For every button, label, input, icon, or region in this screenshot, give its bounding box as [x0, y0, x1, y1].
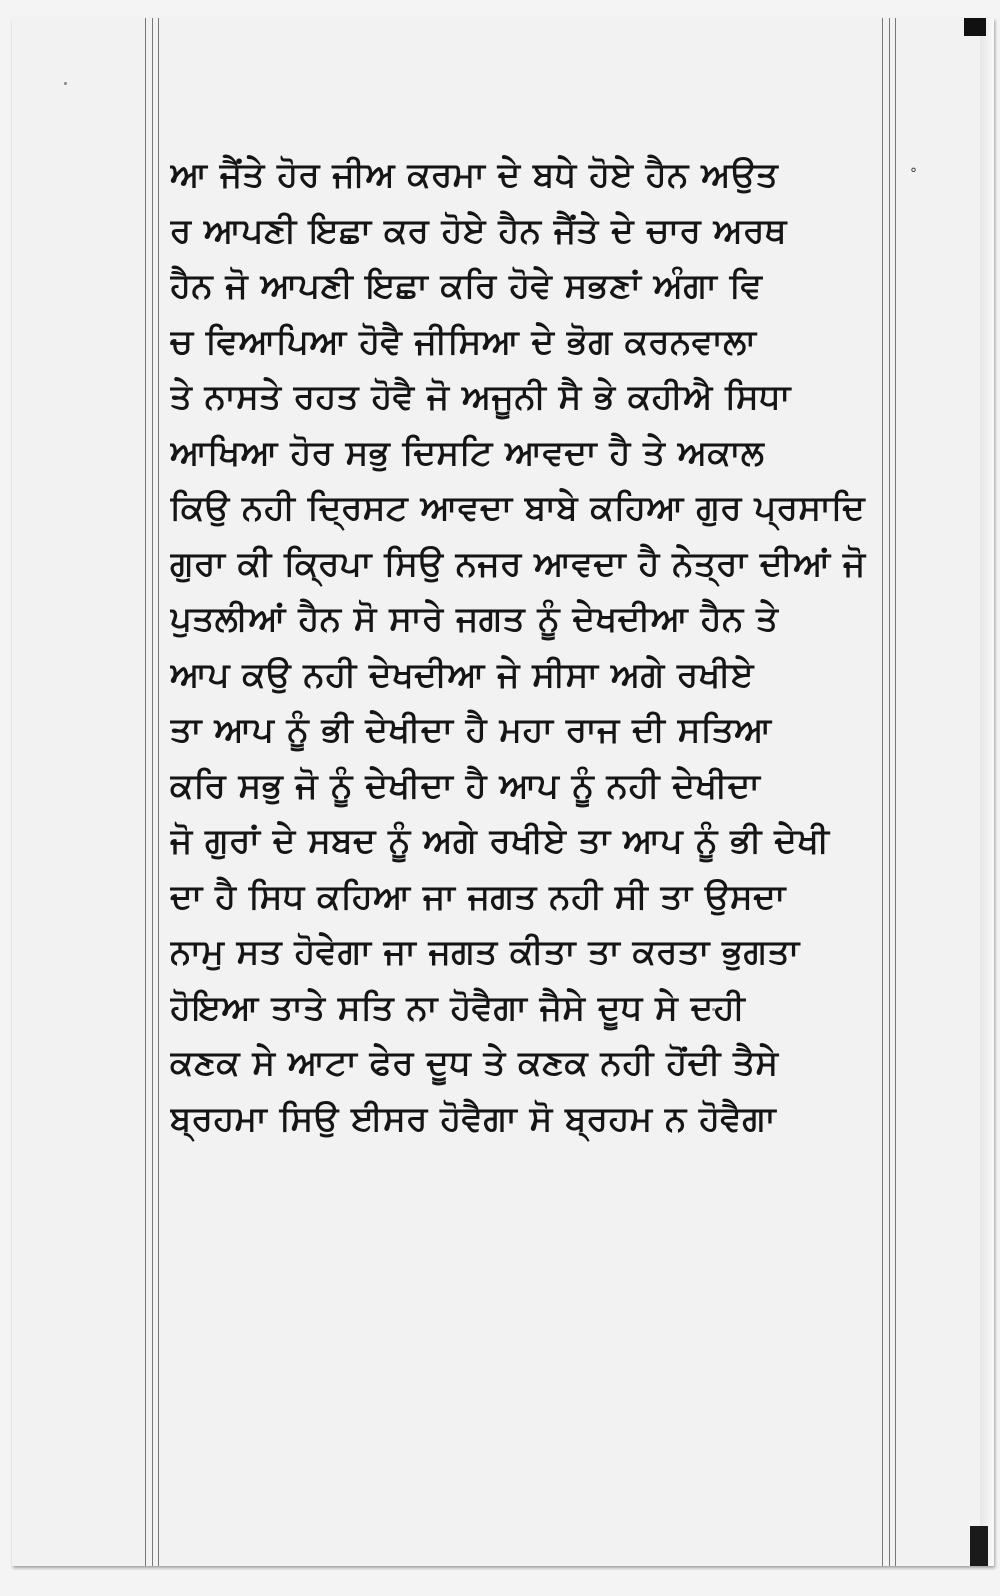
text-line: ਆਖਿਆ ਹੋਰ ਸਭੁ ਦਿਸਟਿ ਆਵਦਾ ਹੈ ਤੇ ਅਕਾਲ: [170, 432, 765, 473]
manuscript-page: [12, 18, 994, 1566]
text-line: ਜੋ ਗੁਰਾਂ ਦੇ ਸਬਦ ਨੂੰ ਅਗੇ ਰਖੀਏ ਤਾ ਆਪ ਨੂੰ ਭੀ ਦੇਖੀ: [170, 821, 830, 861]
page-edge: [980, 18, 994, 1566]
text-line: ਚ ਵਿਆਪਿਆ ਹੋਵੈ ਜੀਸਿਆ ਦੇ ਭੋਗ ਕਰਨਵਾਲਾ: [170, 321, 757, 362]
text-line: ਤੇ ਨਾਸਤੇ ਰਹਤ ਹੋਵੈ ਜੋ ਅਜੂਨੀ ਸੈ ਭੇ ਕਹੀਐ ਸਿਧਾ: [170, 377, 791, 417]
text-line: ਪੁਤਲੀਆਂ ਹੈਨ ਸੋ ਸਾਰੇ ਜਗਤ ਨੂੰ ਦੇਖਦੀਆ ਹੈਨ ਤੇ: [170, 599, 779, 639]
text-line: ਦਾ ਹੈ ਸਿਧ ਕਹਿਆ ਜਾ ਜਗਤ ਨਹੀ ਸੀ ਤਾ ਉਸਦਾ: [170, 876, 786, 917]
margin-mark: °: [910, 166, 917, 182]
paper-speck: [64, 82, 67, 85]
right-margin-rule: [895, 18, 896, 1566]
text-line: ਕਿਉ ਨਹੀ ਦ੍ਰਿਸਟ ਆਵਦਾ ਬਾਬੇ ਕਹਿਆ ਗੁਰ ਪ੍ਰਸਾਦਿ: [170, 488, 866, 528]
text-line: ਕਣਕ ਸੇ ਆਟਾ ਫੇਰ ਦੂਧ ਤੇ ਕਣਕ ਨਹੀ ਹੋਂਦੀ ਤੈਸੇ: [170, 1043, 779, 1083]
text-line: ਹੈਨ ਜੋ ਆਪਣੀ ਇਛਾ ਕਰਿ ਹੋਵੇ ਸਭਣਾਂ ਅੰਗਾ ਵਿ: [170, 266, 763, 306]
left-margin-rule: [152, 18, 153, 1566]
text-line: ਬ੍ਰਹਮਾ ਸਿਉ ਈਸਰ ਹੋਵੈਗਾ ਸੋ ਬ੍ਰਹਮ ਨ ਹੋਵੈਗਾ: [170, 1098, 777, 1139]
text-line: ਤਾ ਆਪ ਨੂੰ ਭੀ ਦੇਖੀਦਾ ਹੈ ਮਹਾ ਰਾਜ ਦੀ ਸਤਿਆ: [170, 710, 772, 750]
text-line: ਨਾਮੁ ਸਤ ਹੋਵੇਗਾ ਜਾ ਜਗਤ ਕੀਤਾ ਤਾ ਕਰਤਾ ਭੁਗਤਾ: [170, 932, 800, 972]
text-line: ਗੁਰਾ ਕੀ ਕ੍ਰਿਪਾ ਸਿਉ ਨਜਰ ਆਵਦਾ ਹੈ ਨੇਤ੍ਰਾ ਦੀਆਂ ਜੋ: [170, 543, 866, 584]
scan-corner-shadow-bottom: [970, 1526, 988, 1566]
manuscript-text: [170, 148, 890, 1478]
text-line: ਆ ਜੈਂਤੇ ਹੋਰ ਜੀਅ ਕਰਮਾ ਦੇ ਬਧੇ ਹੋਏ ਹੈਨ ਅਉਤ: [170, 155, 779, 195]
left-margin-rule: [158, 18, 159, 1566]
text-line: ਰ ਆਪਣੀ ਇਛਾ ਕਰ ਹੋਏ ਹੈਨ ਜੈਂਤੇ ਦੇ ਚਾਰ ਅਰਥ: [170, 210, 787, 251]
text-line: ਹੋਇਆ ਤਾਤੇ ਸਤਿ ਨਾ ਹੋਵੈਗਾ ਜੈਸੇ ਦੂਧ ਸੇ ਦਹੀ: [170, 987, 746, 1028]
text-line: ਕਰਿ ਸਭੁ ਜੋ ਨੂੰ ਦੇਖੀਦਾ ਹੈ ਆਪ ਨੂੰ ਨਹੀ ਦੇਖੀਦਾ: [170, 765, 761, 806]
scan-corner-shadow: [964, 18, 986, 36]
text-line: ਆਪ ਕਉ ਨਹੀ ਦੇਖਦੀਆ ਜੇ ਸੀਸਾ ਅਗੇ ਰਖੀਏ: [170, 654, 755, 695]
left-margin-rule: [145, 18, 146, 1566]
